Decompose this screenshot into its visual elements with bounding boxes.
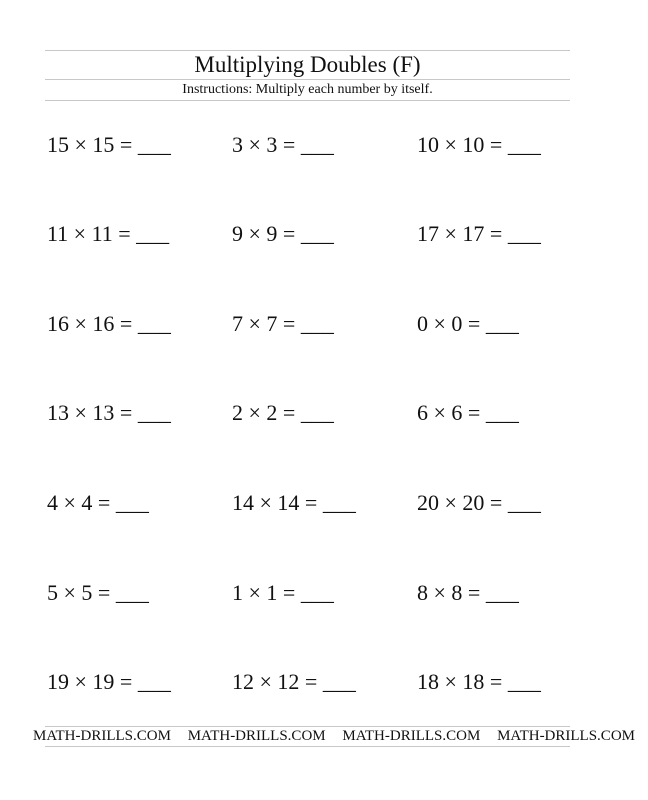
problem-item: 13 × 13 = ___ xyxy=(47,400,171,425)
worksheet-instructions: Instructions: Multiply each number by itself. xyxy=(182,82,433,97)
problem-item: 6 × 6 = ___ xyxy=(417,400,519,425)
problem-item: 2 × 2 = ___ xyxy=(232,400,334,425)
problem-item: 10 × 10 = ___ xyxy=(417,132,541,157)
problem-item: 20 × 20 = ___ xyxy=(417,490,541,515)
footer-bottom-rule xyxy=(45,746,570,747)
watermark-text: MATH-DRILLS.COM xyxy=(497,728,635,744)
problem-item: 1 × 1 = ___ xyxy=(232,580,334,605)
worksheet-title: Multiplying Doubles (F) xyxy=(194,52,421,77)
watermark-text: MATH-DRILLS.COM xyxy=(187,728,326,744)
problem-item: 18 × 18 = ___ xyxy=(417,669,541,694)
problem-item: 3 × 3 = ___ xyxy=(232,132,334,157)
watermark-text: MATH-DRILLS.COM xyxy=(342,728,481,744)
problem-item: 5 × 5 = ___ xyxy=(47,580,149,605)
footer-watermark xyxy=(33,727,635,746)
problem-item: 16 × 16 = ___ xyxy=(47,311,171,336)
problem-item: 19 × 19 = ___ xyxy=(47,669,171,694)
problem-item: 17 × 17 = ___ xyxy=(417,221,541,246)
problem-item: 15 × 15 = ___ xyxy=(47,132,171,157)
problem-item: 11 × 11 = ___ xyxy=(47,221,170,246)
problem-item: 9 × 9 = ___ xyxy=(232,221,334,246)
problem-item: 14 × 14 = ___ xyxy=(232,490,356,515)
problem-item: 4 × 4 = ___ xyxy=(47,490,149,515)
footer-watermark-track xyxy=(33,727,648,746)
problem-item: 7 × 7 = ___ xyxy=(232,311,334,336)
watermark-text: MATH-DRILLS.COM xyxy=(33,728,171,744)
problem-item: 8 × 8 = ___ xyxy=(417,580,519,605)
problem-item: 12 × 12 = ___ xyxy=(232,669,356,694)
problem-item: 0 × 0 = ___ xyxy=(417,311,519,336)
